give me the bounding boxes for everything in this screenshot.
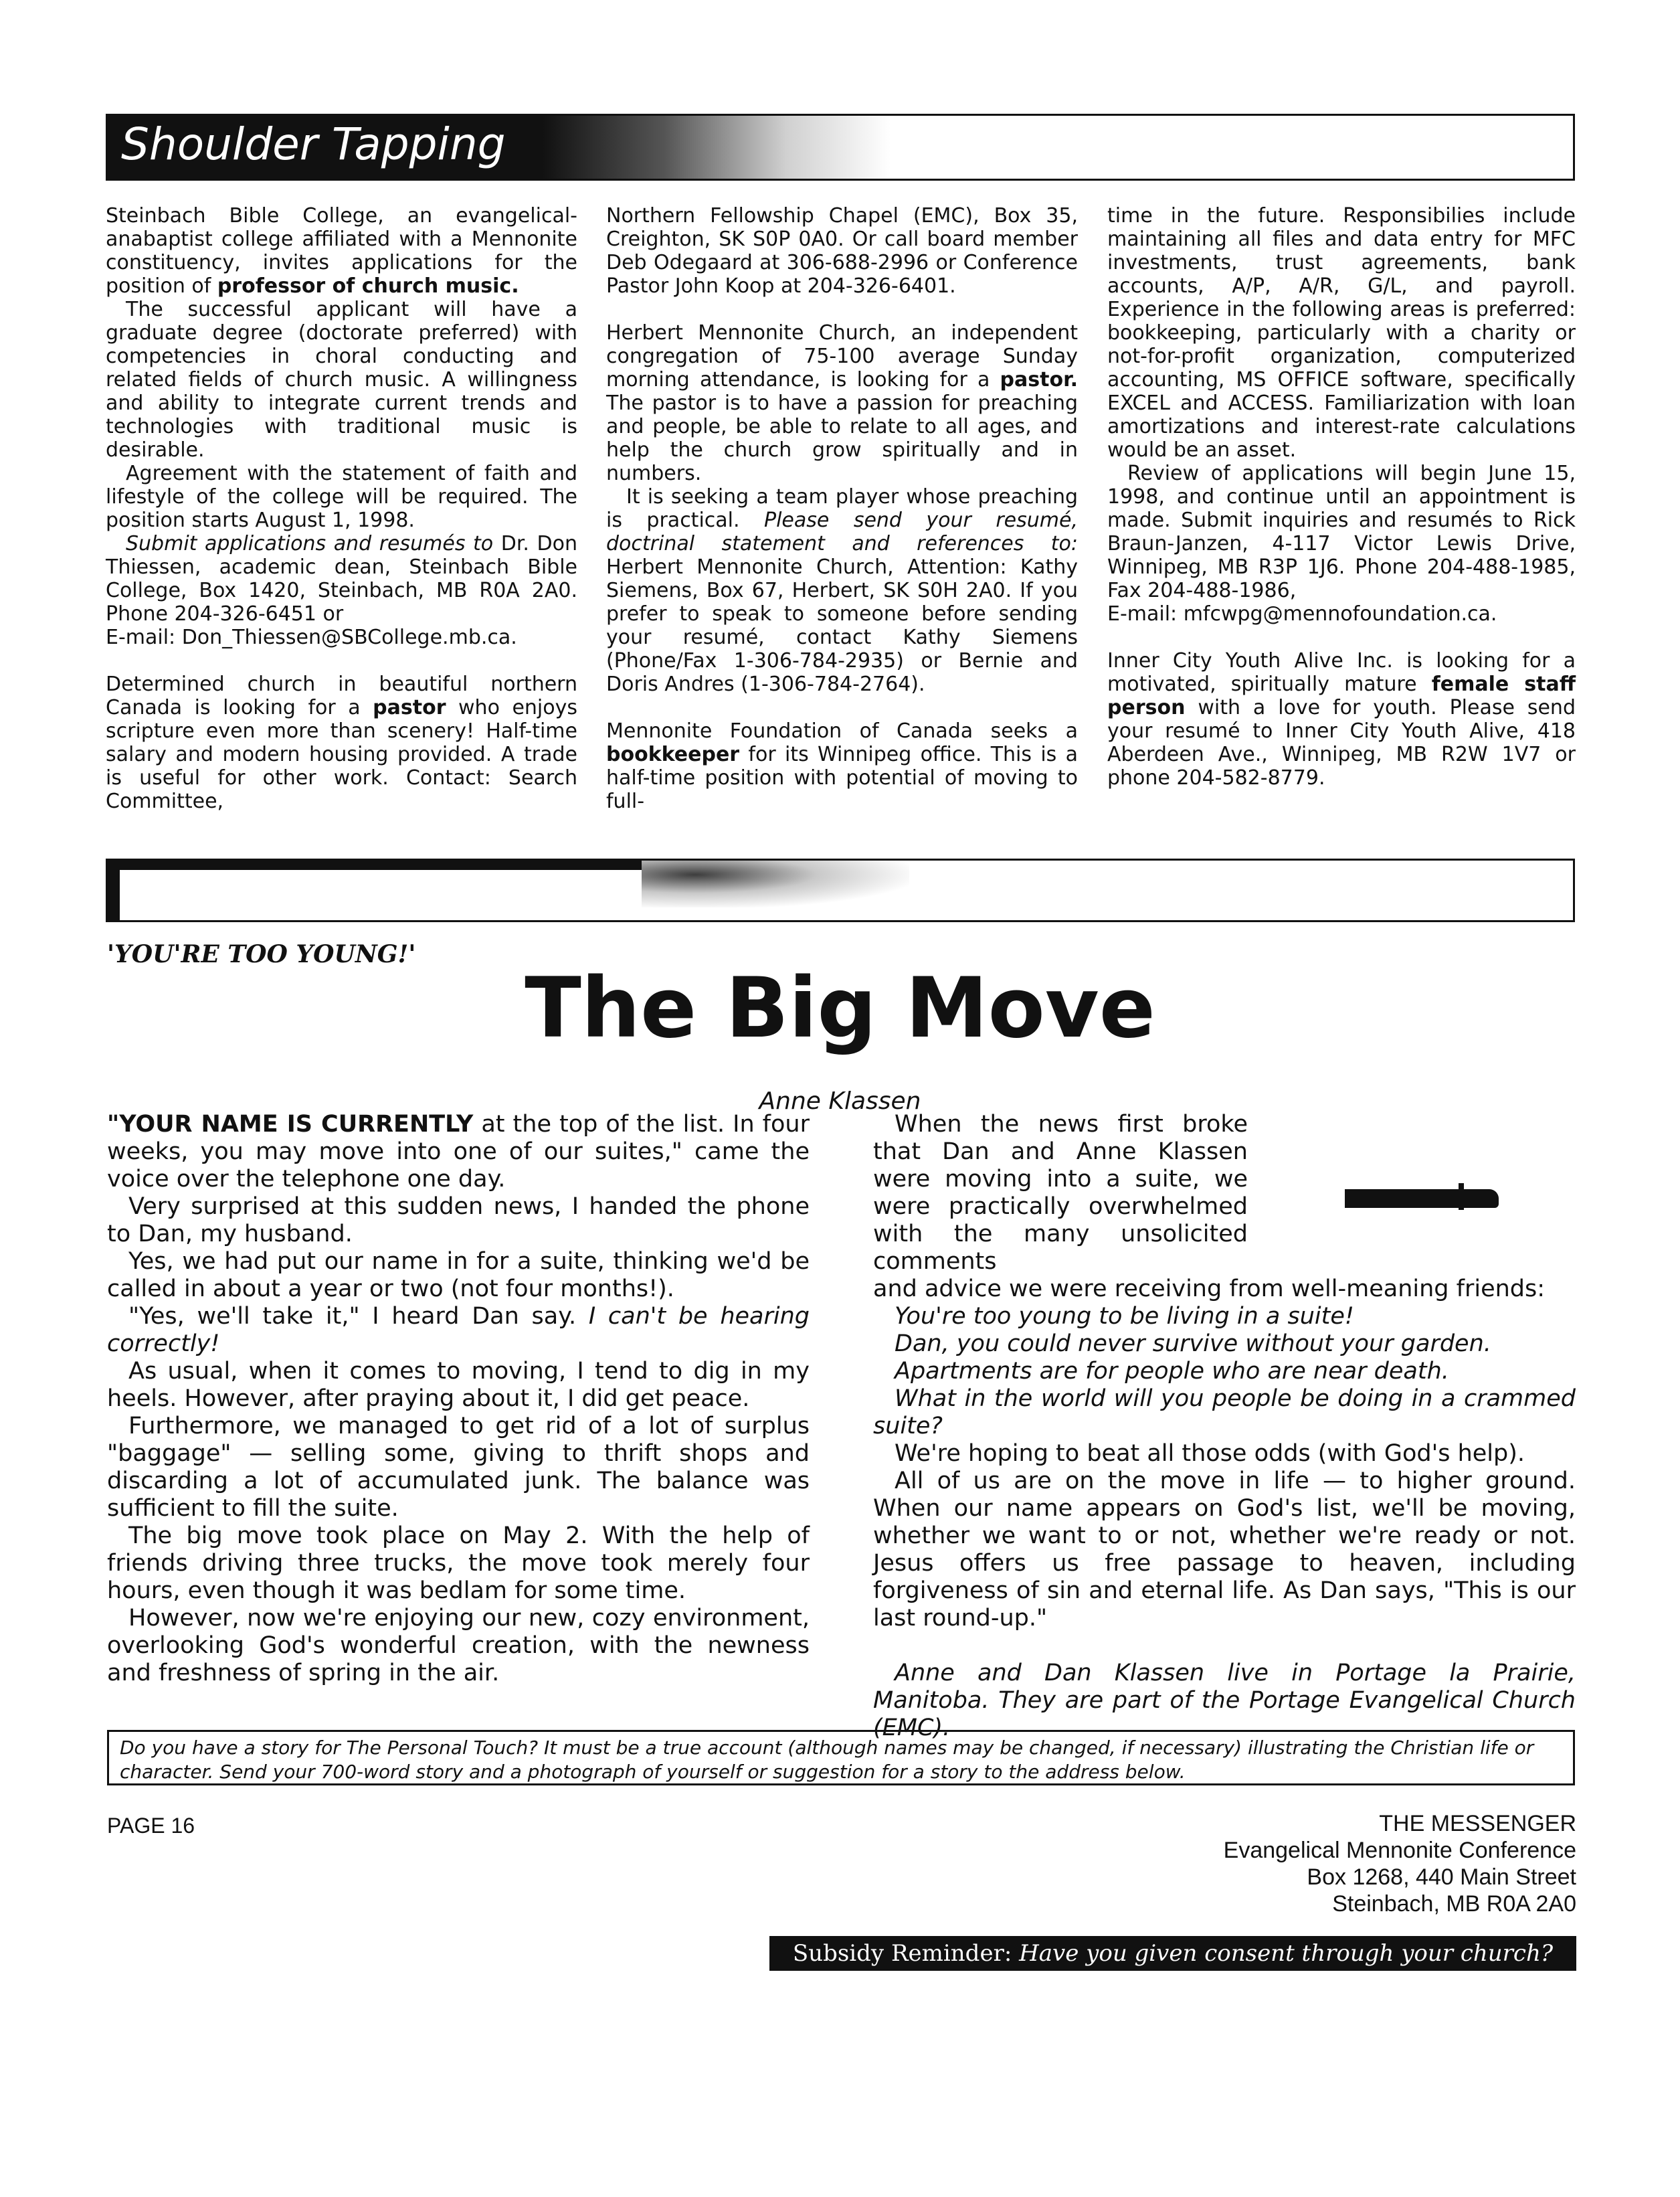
ad-paragraph: time in the future. Responsibilies include maintaining all files and data entry for MFC investments, trust agreements, bank accounts, A/P, A/R, G/L, and payroll. Experience in the following areas is preferred: bookkeeping, particularly with a charity or not-for-profit organization, computerized accounting, MS OFFICE software, specifically EXCEL and ACCESS. Familiarization with loan amortizations and interest-rate calculations would be an asset. [1107,204,1576,462]
subsidy-reminder: Subsidy Reminder: Have you given consent through your church? [769,1936,1576,1971]
article-kicker: 'YOU'RE TOO YOUNG!' [107,940,416,968]
story-quote: You're too young to be living in a suite! [895,1303,1354,1330]
ad-paragraph: Submit applications and resumés to Dr. Don Thiessen, academic dean, Steinbach Bible College, Box 1420, Steinbach, MB R0A 2A0. Phone 204-326-6451 or [106,532,577,626]
page-number: PAGE 16 [107,1814,195,1838]
ad-paragraph: It is seeking a team player whose preaching is practical. Please send your resumé, doctrinal statement and references to: Herbert Mennonite Church, Attention: Kathy Siemens, Box 67, Herbert, SK S0H 2A0. If you prefer to speak to someone before sending your resumé, contact Kathy Siemens (Phone/Fax 1-306-784-2935) or Bernie and Doris Andres (1-306-784-2764). [606,485,1078,696]
story-quote: What in the world will you people be doing in a crammed suite? [873,1385,1576,1439]
ad-paragraph: The successful applicant will have a graduate degree (doctorate preferred) with competencies in choral conducting and related fields of church music. A willingness and ability to integrate current trends and technologies with traditional music is desirable. [106,298,577,462]
story-paragraph: and advice we were receiving from well-meaning friends: [873,1276,1546,1302]
submission-note: Do you have a story for The Personal Touch? It must be a true account (although names may be changed, if necessary) illustrating the Christian life or character. Send your 700-word story and a photograph of yourself or suggestion for a story to the address below. [107,1730,1575,1785]
address-line: Evangelical Mennonite Conference [1223,1838,1576,1863]
story-paragraph: "YOUR NAME IS CURRENTLY at the top of the list. In four weeks, you may move into one of our suites," came the voice over the telephone one day. [107,1111,810,1193]
ad-email: E-mail: Don_Thiessen@SBCollege.mb.ca. [106,626,517,649]
banner-fade [543,116,891,179]
decorative-rule [1345,1189,1499,1208]
story-quote: Apartments are for people who are near death. [895,1358,1449,1385]
story-quote: Dan, you could never survive without your garden. [895,1330,1491,1357]
article-headline: The Big Move [525,960,1155,1057]
banner-bar [108,861,120,920]
classified-column-1 [106,204,577,813]
ad-paragraph: Agreement with the statement of faith and lifestyle of the college will be required. The position starts August 1, 1998. [106,462,577,532]
classified-column-3 [1107,204,1576,790]
address-line: Box 1268, 440 Main Street [1307,1864,1576,1890]
ad-email: E-mail: mfcwpg@mennofoundation.ca. [1107,602,1497,626]
section-banner [106,114,1575,181]
article-byline: Anne Klassen [759,1087,921,1115]
classified-column-2 [606,204,1078,813]
story-paragraph: We're hoping to beat all those odds (with God's help). [895,1440,1525,1467]
story-paragraph: Furthermore, we managed to get rid of a lot of surplus "baggage" — selling some, giving to thrift shops and discarding a lot of accumulated junk. The balance was sufficient to fill the suite. [107,1413,810,1522]
ad-paragraph: Mennonite Foundation of Canada seeks a bookkeeper for its Winnipeg office. This is a half-time position with potential of moving to full- [606,719,1078,813]
story-paragraph: However, now we're enjoying our new, cozy environment, overlooking God's wonderful creation, with the newness and freshness of spring in the air. [107,1605,810,1686]
ad-paragraph: Steinbach Bible College, an evangelical-anabaptist college affiliated with a Mennonite constituency, invites applications for the position of professor of church music. [106,204,577,298]
story-paragraph: As usual, when it comes to moving, I tend to dig in my heels. However, after praying about it, I did get peace. [107,1358,810,1412]
ad-paragraph: Herbert Mennonite Church, an independent congregation of 75-100 average Sunday morning attendance, is looking for a pastor. The pastor is to have a passion for preaching and people, be able to relate to all ages, and help the church grow spiritually and in numbers. [606,321,1078,485]
ad-paragraph: Determined church in beautiful northern Canada is looking for a pastor who enjoys scripture even more than scenery! Half-time salary and modern housing provided. A trade is useful for other work. Contact: Search Committee, [106,673,577,813]
story-paragraph: "Yes, we'll take it," I heard Dan say. I can't be hearing correctly! [107,1303,810,1357]
decorative-rule [1459,1183,1464,1210]
ad-paragraph: Review of applications will begin June 15, 1998, and continue until an appointment is made. Submit inquiries and resumés to Rick Braun-Janzen, 4-117 Victor Lewis Drive, Winnipeg, MB R3P 1J6. Phone 204-488-1985, Fax 204-488-1986, [1107,462,1576,602]
author-bio: Anne and Dan Klassen live in Portage la Prairie, Manitoba. They are part of the Portage Evangelical Church (EMC). [873,1660,1576,1741]
address-line: Steinbach, MB R0A 2A0 [1332,1891,1576,1917]
banner-fade [642,861,909,907]
article-column-left [107,1111,810,1687]
publisher-address [1004,1810,1576,1917]
ad-paragraph: Northern Fellowship Chapel (EMC), Box 35, Creighton, SK S0P 0A0. Or call board member Deb Odegaard at 306-688-2996 or Conference Pastor John Koop at 204-326-6401. [606,204,1078,298]
story-paragraph: The big move took place on May 2. With the help of friends driving three trucks, the move took merely four hours, even though it was bedlam for some time. [107,1522,810,1604]
article-banner [106,859,1575,922]
story-paragraph: All of us are on the move in life — to higher ground. When our name appears on God's list, we'll be moving, whether we want to or not, whether we're ready or not. Jesus offers us free passage to heaven, including forgiveness of sin and eternal life. As Dan says, "This is our last round-up." [873,1468,1576,1632]
address-line: THE MESSENGER [1379,1811,1576,1836]
ad-paragraph: Inner City Youth Alive Inc. is looking for a motivated, spiritually mature female staff person with a love for youth. Please send your resumé to Inner City Youth Alive, 418 Aberdeen Ave., Winnipeg, MB R2W 1V7 or phone 204-582-8779. [1107,649,1576,790]
story-paragraph: Yes, we had put our name in for a suite, thinking we'd be called in about a year or two (not four months!). [107,1248,810,1302]
section-title: Shoulder Tapping [121,118,506,170]
story-paragraph: Very surprised at this sudden news, I handed the phone to Dan, my husband. [107,1193,810,1247]
story-paragraph: When the news first broke that Dan and Anne Klassen were moving into a suite, we were practically overwhelmed with the many unsolicited comments [873,1111,1248,1275]
banner-strip [120,861,642,870]
